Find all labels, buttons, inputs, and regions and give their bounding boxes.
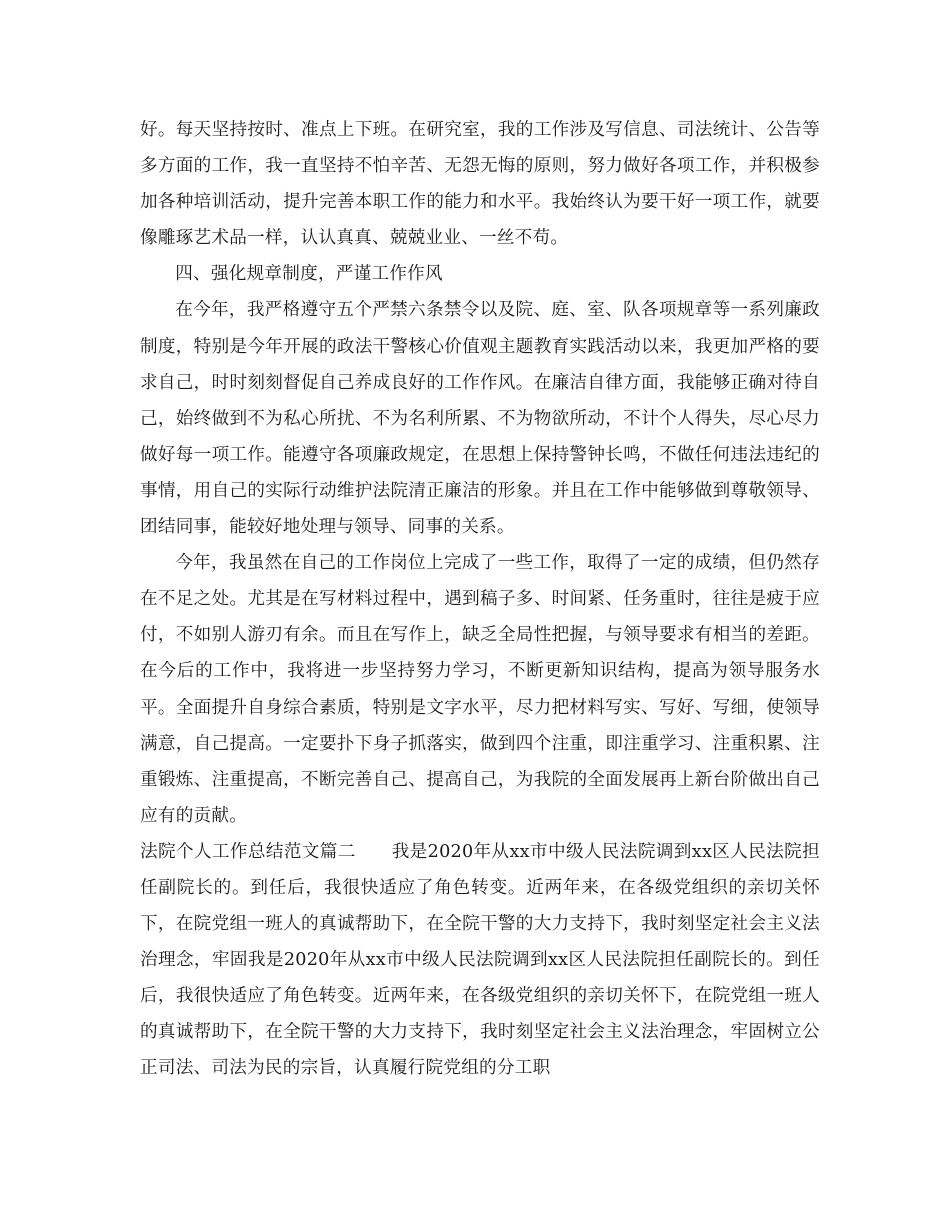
paragraph-shortcomings: 今年，我虽然在自己的工作岗位上完成了一些工作，取得了一定的成绩，但仍然存在不足之处。尤其是在写材料过程中，遇到稿子多、时间紧、任务重时，往往是疲于应付，不如别人游刃有余。而且在写作上，缺乏全局性把握，与领导要求有相当的差距。在今后的工作中，我将进一步坚持努力学习，不断更新知识结构，提高为领导服务水平。全面提升自身综合素质，特别是文字水平，尽力把材料写实、写好、写细，使领导满意，自己提高。一定要扑下身子抓落实，做到四个注重，即注重学习、注重积累、注重锻炼、注重提高，不断完善自己、提高自己，为我院的全面发展再上新台阶做出自己应有的贡献。 xyxy=(140,553,820,826)
paragraph-article-two: 法院个人工作总结范文篇二 我是2020年从xx市中级人民法院调到xx区人民法院担任副院长的。到任后，我很快适应了角色转变。近两年来，在各级党组织的亲切关怀下，在院党组一班人的真诚帮助下，在全院干警的大力支持下，我时刻坚定社会主义法治理念，牢固我是2020年从xx市中级人民法院调到xx区人民法院担任副院长的。到任后，我很快适应了角色转变。近两年来，在各级党组织的亲切关怀下，在院党组一班人的真诚帮助下，在全院干警的大力支持下，我时刻坚定社会主义法治理念，牢固树立公正司法、司法为民的宗旨，认真履行院党组的分工职 xyxy=(140,841,820,1079)
paragraph-continuation: 好。每天坚持按时、准点上下班。在研究室，我的工作涉及写信息、司法统计、公告等多方面的工作，我一直坚持不怕辛苦、无怨无悔的原则，努力做好各项工作，并积极参加各种培训活动，提升完善本职工作的能力和水平。我始终认为要干好一项工作，就要像雕琢艺术品一样，认认真真、兢兢业业、一丝不苟。 xyxy=(140,120,820,249)
document-body xyxy=(140,112,820,1087)
paragraph-integrity: 在今年，我严格遵守五个严禁六条禁令以及院、庭、室、队各项规章等一系列廉政制度，特别是今年开展的政法干警核心价值观主题教育实践活动以来，我更加严格的要求自己，时时刻刻督促自己养成良好的工作作风。在廉洁自律方面，我能够正确对待自己，始终做到不为私心所扰、不为名利所累、不为物欲所动，不计个人得失，尽心尽力做好每一项工作。能遵守各项廉政规定，在思想上保持警钟长鸣，不做任何违法违纪的事情，用自己的实际行动维护法院清正廉洁的形象。并且在工作中能够做到尊敬领导、团结同事，能较好地处理与领导、同事的关系。 xyxy=(140,300,820,538)
section-heading: 四、强化规章制度，严谨工作作风 xyxy=(175,264,443,285)
